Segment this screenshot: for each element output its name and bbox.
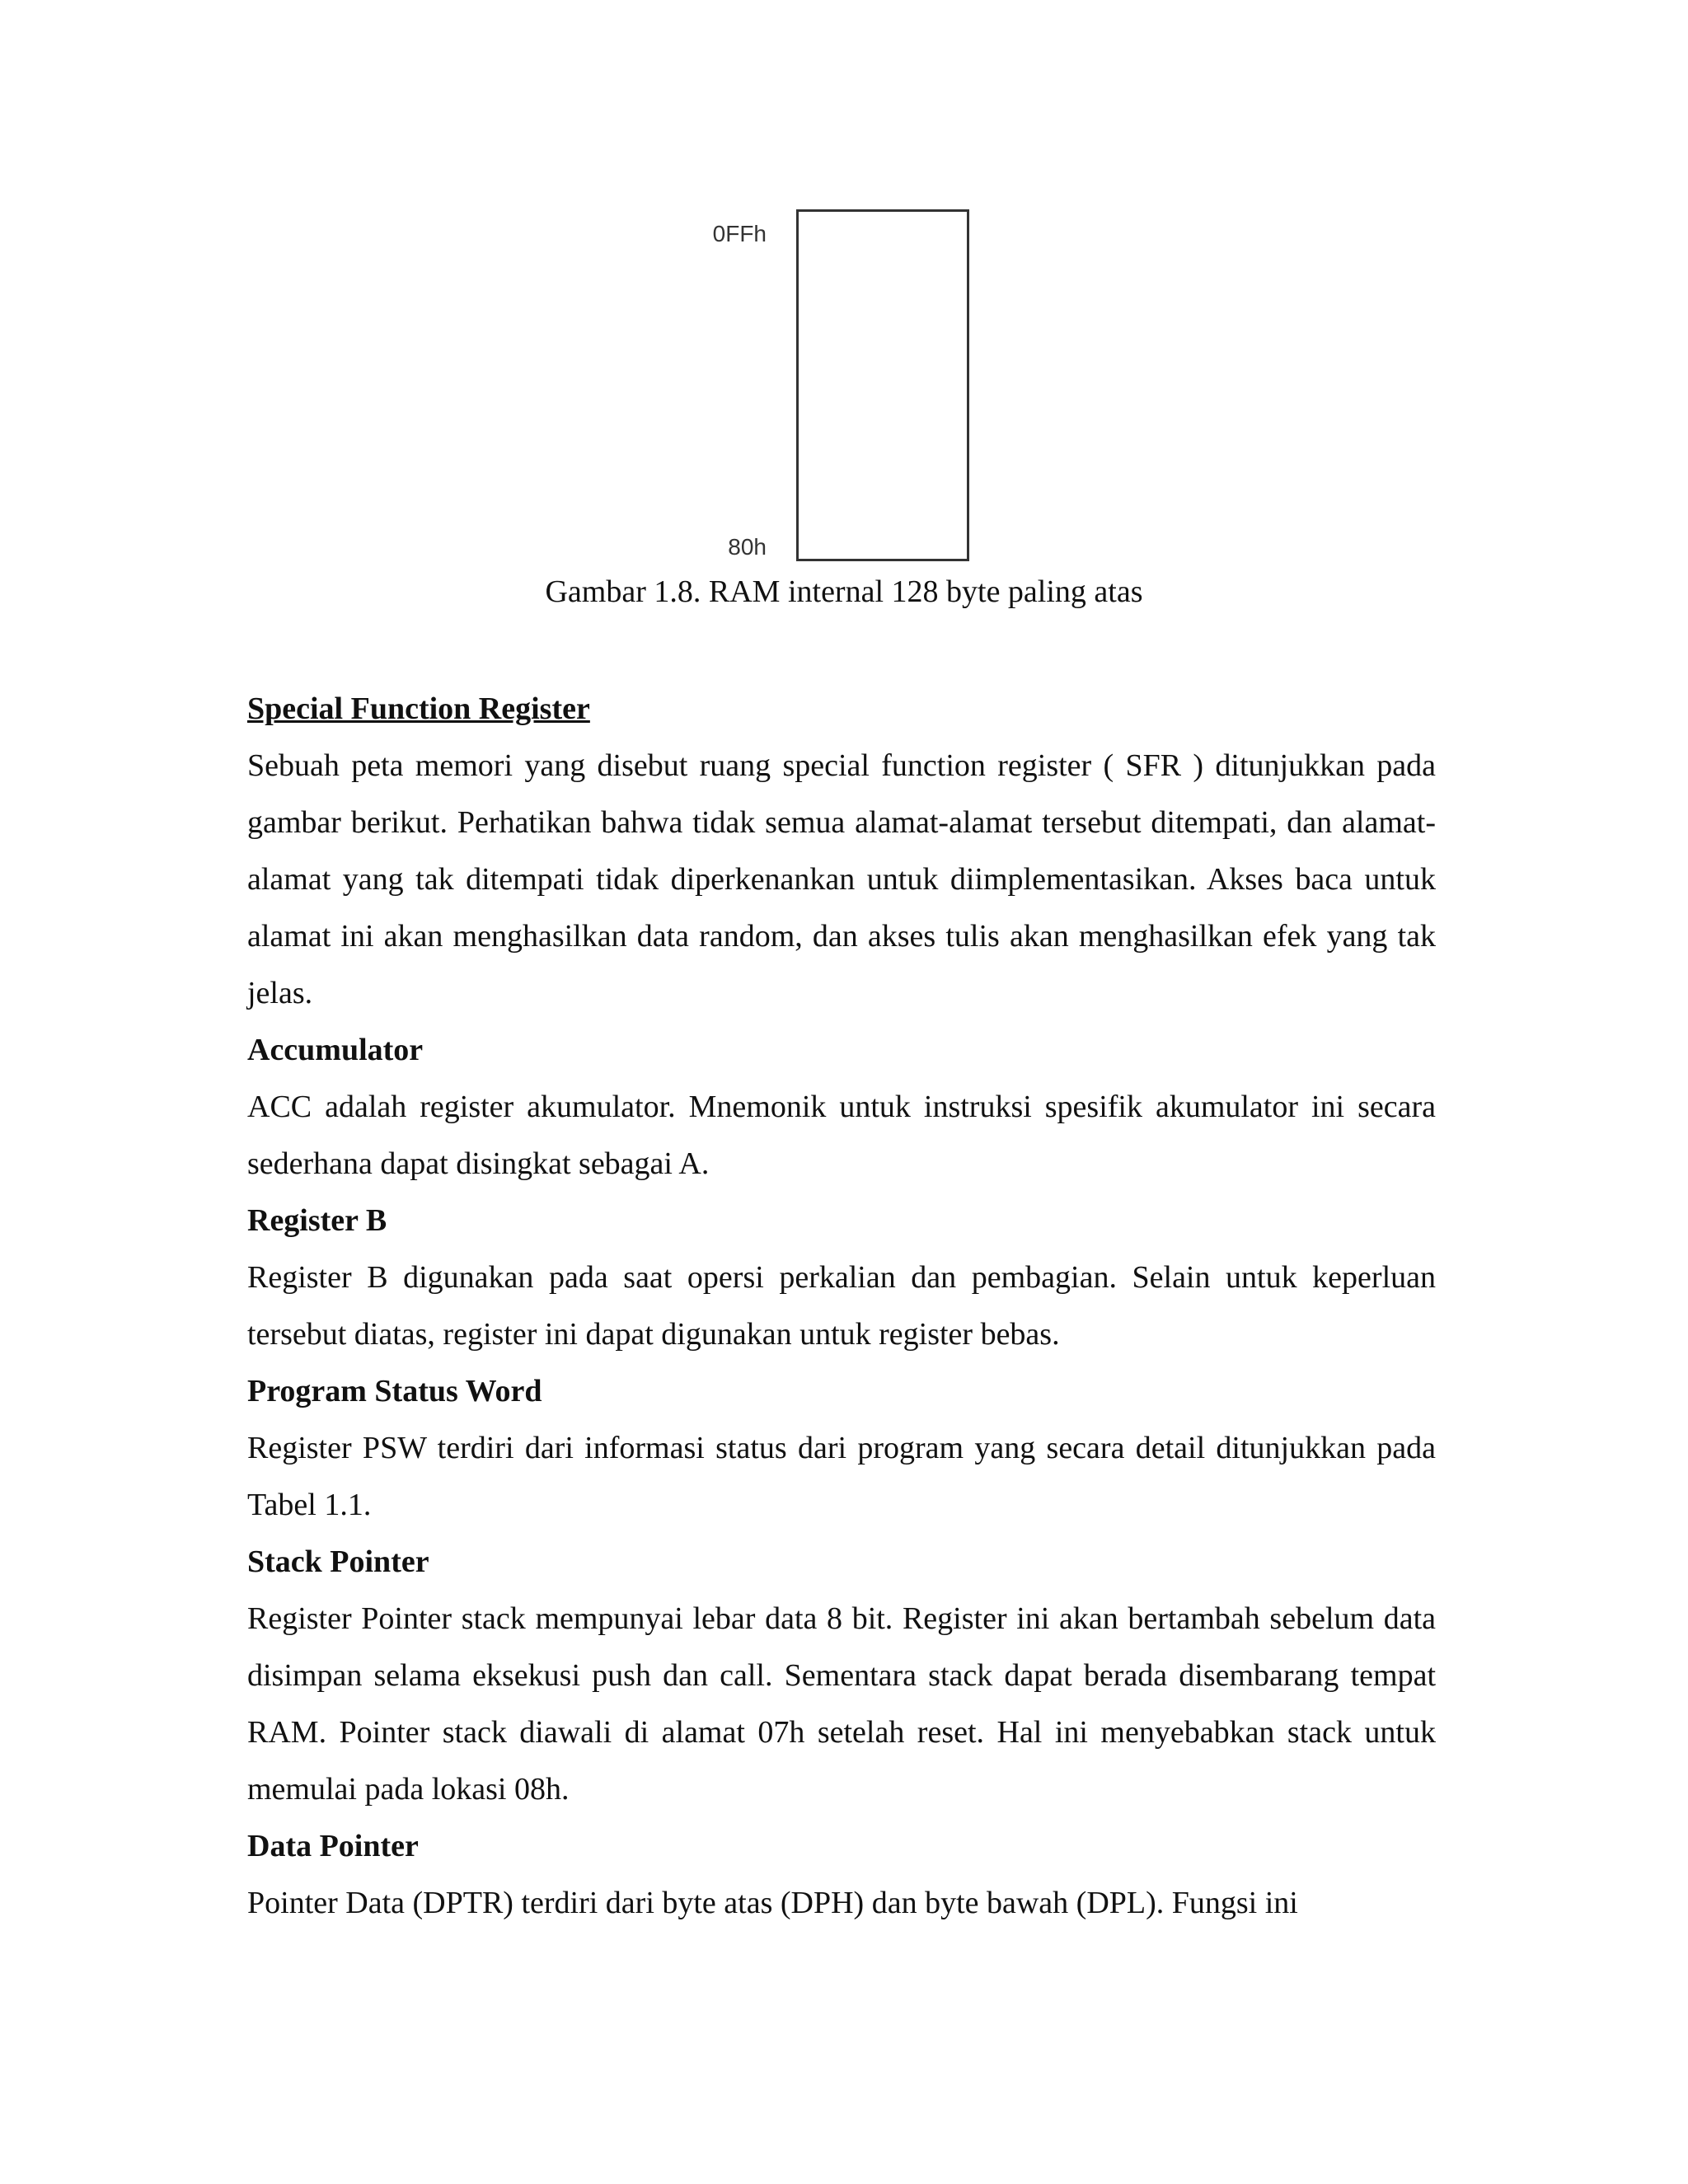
- section-text-data-pointer: Pointer Data (DPTR) terdiri dari byte atas (DPH) dan byte bawah (DPL). Fungsi ini: [247, 1886, 1298, 1920]
- ram-figure: [0, 0, 1688, 626]
- address-label-top: 0FFh: [712, 221, 767, 246]
- section-heading-sfr: Special Function Register: [247, 691, 590, 726]
- section-heading-register-b: Register B: [247, 1203, 387, 1238]
- section-text-register-b: Register B digunakan pada saat opersi perkalian dan pembagian. Selain untuk keperluan tersebut diatas, register ini dapat digunakan untuk register bebas.: [247, 1260, 1436, 1352]
- section-text-accumulator: ACC adalah register akumulator. Mnemonik untuk instruksi spesifik akumulator ini secara sederhana dapat disingkat sebagai A.: [247, 1090, 1436, 1181]
- section-text-psw: Register PSW terdiri dari informasi status dari program yang secara detail ditunjukkan pada Tabel 1.1.: [247, 1431, 1436, 1522]
- memory-block-diagram: [796, 209, 969, 561]
- figure-caption: Gambar 1.8. RAM internal 128 byte paling atas: [545, 574, 1143, 609]
- section-text-sfr: Sebuah peta memori yang disebut ruang special function register ( SFR ) ditunjukkan pada gambar berikut. Perhatikan bahwa tidak semua alamat-alamat tersebut ditempati, dan alamat-alamat yang tak ditempati tidak diperkenankan untuk diimplementasikan. Akses baca untuk alamat ini akan menghasilkan data random, dan akses tulis akan menghasilkan efek yang tak jelas.: [247, 748, 1436, 1010]
- section-heading-data-pointer: Data Pointer: [247, 1829, 419, 1863]
- section-heading-psw: Program Status Word: [247, 1374, 542, 1408]
- address-label-bottom: 80h: [728, 534, 767, 560]
- document-body: [247, 681, 1436, 1932]
- section-text-stack-pointer: Register Pointer stack mempunyai lebar data 8 bit. Register ini akan bertambah sebelum data disimpan selama eksekusi push dan call. Sementara stack dapat berada disembarang tempat RAM. Pointer stack diawali di alamat 07h setelah reset. Hal ini menyebabkan stack untuk memulai pada lokasi 08h.: [247, 1601, 1436, 1807]
- section-heading-accumulator: Accumulator: [247, 1033, 424, 1067]
- section-heading-stack-pointer: Stack Pointer: [247, 1544, 429, 1579]
